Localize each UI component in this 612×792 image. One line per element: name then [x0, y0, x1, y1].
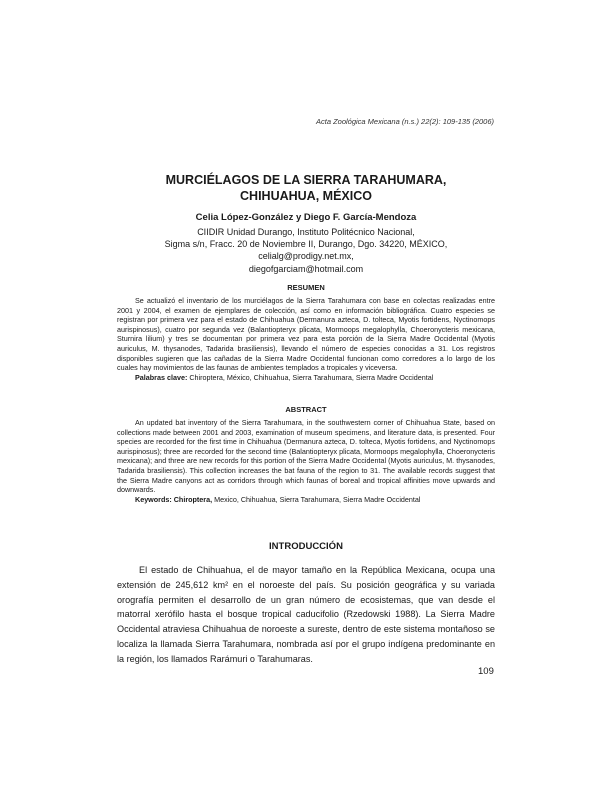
article-title [0, 172, 612, 204]
resumen-block [117, 296, 495, 382]
affiliation-line: Sigma s/n, Fracc. 20 de Noviembre II, Durango, Dgo. 34220, MÉXICO, [164, 239, 448, 250]
affiliation [0, 226, 612, 275]
keywords-list: Chiroptera, México, Chihuahua, Sierra Tarahumara, Sierra Madre Occidental [187, 372, 434, 382]
intro-heading: INTRODUCCIÓN [269, 541, 343, 552]
keywords-label: Keywords: Chiroptera, [135, 494, 213, 504]
resumen-keywords [117, 373, 495, 383]
email: diegofgarciam@hotmail.com [248, 263, 364, 274]
keywords-label: Palabras clave: [135, 372, 188, 382]
intro-body [117, 563, 495, 667]
abstract-heading: ABSTRACT [285, 405, 327, 414]
abstract-text: An updated bat inventory of the Sierra Tarahumara, in the southwestern corner of Chihuahua State, based on collections made between 2001 and 2003, examination of museum specimens, and literature data, is presented. Four species are recorded for the first time in Chihuahua (Dermanura azteca, D. tolteca, Myotis fortidens, and Nyctinomops aurispinosus); three are recorded for the second time (Balantiopteryx plicata, Mormoops megalophylla, Choeronycteris mexicana); and three are new records for this portion of the Sierra Madre Occidental (Myotis auriculus, M. thysanodes, Tadarida brasiliensis). This collection increases the bat fauna of the region to 31. The available records suggest that the Sierra Madre canyons act as corridors through which faunas of boreal and tropical affinities move upwards and downwards. [117, 418, 495, 495]
abstract-keywords [117, 495, 495, 505]
intro-paragraph: El estado de Chihuahua, el de mayor tamaño en la República Mexicana, ocupa una extensión de 245,612 km² en el noroeste del país. Su posición geográfica y su variada orografía permiten el desarrollo de un gran número de ecosistemas, que van desde el matorral xerófilo hasta el bosque tropical caducifolio (Rzedowski 1988). La Sierra Madre Occidental atraviesa Chihuahua de noroeste a sureste, dentro de este sistema montañoso se localiza la llamada Sierra Tarahumara, nombrada así por el grupo indígena predominante en la región, los llamados Rarámuri o Tarahumaras. [117, 565, 495, 664]
resumen-text: Se actualizó el inventario de los murciélagos de la Sierra Tarahumara con base en colectas realizadas entre 2001 y 2004, el examen de ejemplares de colección, así como en información bibliográfica. Cuatro especies se registran por primera vez para el estado de Chihuahua (Dermanura azteca, D. tolteca, Myotis fortidens, Nyctinomops aurispinosus), cuatro por segunda vez (Balantiopteryx plicata, Mormoops megalophylla, Choeronycteris mexicana, Sturnira lilium) y tres se documentan por primera vez para esta porción de la Sierra Madre Occidental (Myotis auriculus, M. thysanodes, Tadarida brasiliensis), llevando el número de especies conocidas a 31. Los registros disponibles sugieren que las cañadas de la Sierra Madre Occidental funcionan como corredores a lo largo de los cuales hay movimientos de las faunas de ambientes templados a tropicales y viceversa. [117, 296, 495, 373]
authors: Celia López-González y Diego F. García-Mendoza [195, 212, 417, 223]
title-line-2: CHIHUAHUA, MÉXICO [240, 189, 372, 203]
abstract-block [117, 418, 495, 504]
affiliation-line: CIIDIR Unidad Durango, Instituto Politécnico Nacional, [197, 227, 415, 237]
resumen-heading: RESUMEN [287, 283, 325, 292]
title-line-1: MURCIÉLAGOS DE LA SIERRA TARAHUMARA, [165, 173, 447, 187]
email: celialg@prodigy.net.mx, [258, 251, 354, 262]
keywords-list: Mexico, Chihuahua, Sierra Tarahumara, Sierra Madre Occidental [212, 494, 421, 504]
page-number: 109 [478, 666, 494, 677]
journal-citation: Acta Zoológica Mexicana (n.s.) 22(2): 109-135 (2006) [315, 117, 494, 126]
